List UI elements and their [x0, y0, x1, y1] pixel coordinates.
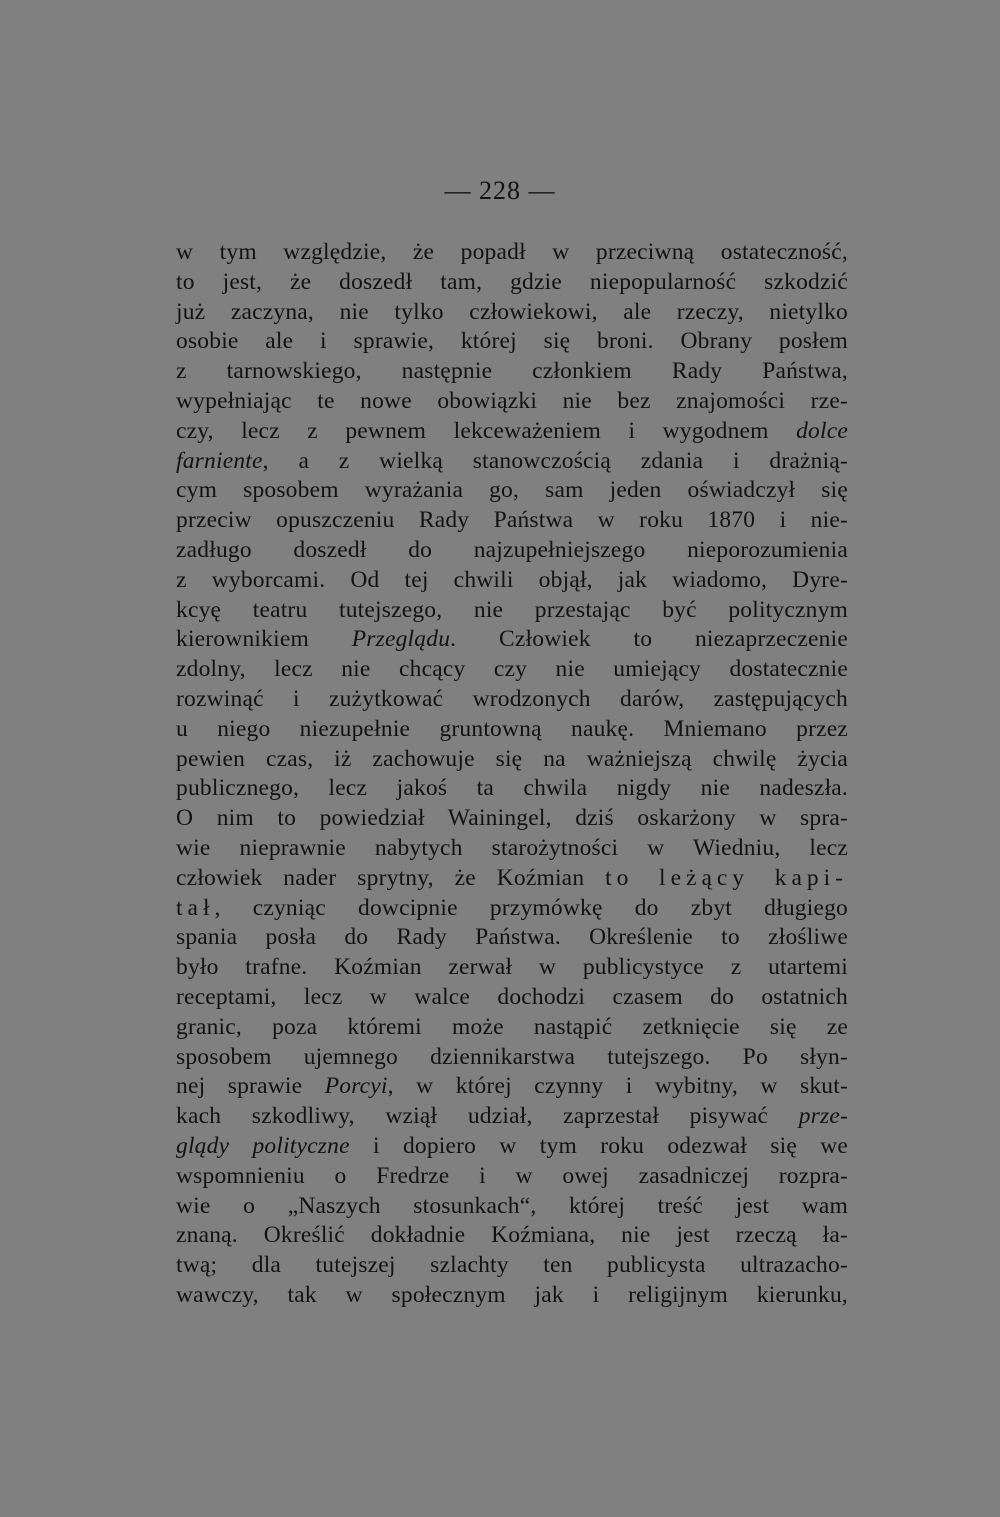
- text-line: [176, 357, 848, 387]
- text-segment: wie nieprawnie nabytych starożytności w Wiedniu, lecz: [176, 834, 848, 861]
- text-line: [176, 1013, 848, 1043]
- text-segment: cym sposobem wyrażania go, sam jeden oświadczył się: [176, 477, 848, 504]
- text-line: [176, 238, 848, 268]
- text-segment: prze-: [798, 1103, 848, 1130]
- text-segment: sposobem ujemnego dziennikarstwa tutejszego. Po słyn-: [176, 1043, 848, 1070]
- text-line: [176, 1251, 848, 1281]
- text-segment: publicznego, lecz jakoś ta chwila nigdy nie nadeszła.: [176, 775, 848, 802]
- text-line: [176, 268, 848, 298]
- text-line: [176, 1162, 848, 1192]
- text-line: [176, 417, 848, 447]
- text-line: [176, 298, 848, 328]
- text-segment: twą; dla tutejszej szlachty ten publicysta ultrazacho-: [176, 1252, 848, 1279]
- text-line: [176, 476, 848, 506]
- text-segment: , a z wielką stanowczością zdania i drażnią-: [262, 447, 848, 474]
- text-segment: . Człowiek to niezaprzeczenie: [450, 626, 848, 653]
- text-segment: glądy polityczne: [176, 1132, 350, 1159]
- text-segment: spania posła do Rady Państwa. Określenie to złośliwe: [176, 924, 848, 951]
- text-line: [176, 327, 848, 357]
- text-segment: , czyniąc dowcipnie przymówkę do zbyt długiego: [214, 894, 848, 921]
- text-segment: w tym względzie, że popadł w przeciwną ostateczność,: [176, 239, 848, 265]
- text-segment: zdolny, lecz nie chcący czy nie umiejący dostatecznie: [176, 656, 848, 683]
- text-line: [176, 834, 848, 864]
- text-line: [176, 596, 848, 626]
- text-segment: to jest, że doszedł tam, gdzie niepopularność szkodzić: [176, 268, 848, 295]
- text-line: [176, 953, 848, 983]
- text-segment: wie o „Naszych stosunkach“, której treść jest wam: [176, 1192, 848, 1219]
- text-segment: było trafne. Koźmian zerwał w publicystyce z utartemi: [176, 954, 848, 981]
- text-segment: wawczy, tak w społecznym jak i religijnym kierunku,: [176, 1281, 848, 1308]
- text-line: [176, 625, 848, 655]
- text-segment: receptami, lecz w walce dochodzi czasem do ostatnich: [176, 983, 848, 1010]
- text-segment: wypełniając te nowe obowiązki nie bez znajomości rze-: [176, 387, 848, 414]
- text-line: [176, 1043, 848, 1073]
- text-line: [176, 506, 848, 536]
- text-line: [176, 1072, 848, 1102]
- text-segment: dolce: [796, 417, 848, 444]
- page-number: — 228 —: [444, 176, 556, 205]
- text-line: [176, 774, 848, 804]
- text-line: [176, 1102, 848, 1132]
- text-line: [176, 1132, 848, 1162]
- text-segment: Przeglądu: [351, 626, 451, 653]
- text-line: [176, 894, 848, 924]
- text-segment: pewien czas, iż zachowuje się na ważniejszą chwilę życia: [176, 745, 848, 772]
- text-segment: granic, poza któremi może nastąpić zetknięcie się ze: [176, 1013, 848, 1040]
- text-line: [176, 447, 848, 477]
- text-segment: tał: [176, 894, 215, 921]
- text-line: [176, 655, 848, 685]
- text-line: [176, 536, 848, 566]
- text-line: [176, 804, 848, 834]
- text-segment: z tarnowskiego, następnie członkiem Rady Państwa,: [176, 358, 848, 385]
- text-segment: wspomnieniu o Fredrze i w owej zasadniczej rozpra-: [176, 1162, 848, 1189]
- text-segment: osobie ale i sprawie, której się broni. Obrany posłem: [176, 328, 848, 355]
- text-line: [176, 864, 848, 894]
- text-line: [176, 745, 848, 775]
- text-segment: O nim to powiedział Wainingel, dziś oskarżony w spra-: [176, 805, 848, 832]
- text-line: [176, 1281, 848, 1311]
- text-segment: to leżący kapi-: [605, 864, 848, 891]
- text-line: [176, 1192, 848, 1222]
- text-segment: kach szkodliwy, wziął udział, zaprzestał pisywać: [176, 1103, 799, 1130]
- text-segment: z wyborcami. Od tej chwili objął, jak wiadomo, Dyre-: [176, 566, 848, 593]
- text-line: [176, 923, 848, 953]
- text-line: [176, 685, 848, 715]
- text-segment: kcyę teatru tutejszego, nie przestając być politycznym: [176, 596, 848, 623]
- text-segment: już zaczyna, nie tylko człowiekowi, ale rzeczy, nietylko: [176, 298, 848, 325]
- text-line: [176, 1221, 848, 1251]
- text-segment: nej sprawie: [176, 1073, 325, 1100]
- text-segment: farniente: [176, 447, 263, 474]
- text-segment: rozwinąć i zużytkować wrodzonych darów, zastępujących: [176, 685, 848, 712]
- text-segment: czy, lecz z pewnem lekceważeniem i wygodnem: [176, 417, 797, 444]
- text-segment: człowiek nader sprytny, że Koźmian: [176, 864, 606, 891]
- body-text: [176, 238, 848, 1311]
- text-segment: i dopiero w tym roku odezwał się we: [349, 1132, 848, 1159]
- text-segment: zadługo doszedł do najzupełniejszego nieporozumienia: [176, 536, 848, 563]
- text-line: [176, 983, 848, 1013]
- text-line: [176, 387, 848, 417]
- text-line: [176, 715, 848, 745]
- text-segment: przeciw opuszczeniu Rady Państwa w roku 1870 i nie-: [176, 507, 848, 534]
- text-segment: Porcyi: [324, 1073, 388, 1100]
- text-segment: u niego niezupełnie gruntowną naukę. Mniemano przez: [176, 715, 848, 742]
- text-segment: znaną. Określić dokładnie Koźmiana, nie jest rzeczą ła-: [176, 1222, 848, 1249]
- text-segment: , w której czynny i wybitny, w skut-: [387, 1073, 848, 1100]
- text-segment: kierownikiem: [176, 626, 352, 653]
- text-line: [176, 566, 848, 596]
